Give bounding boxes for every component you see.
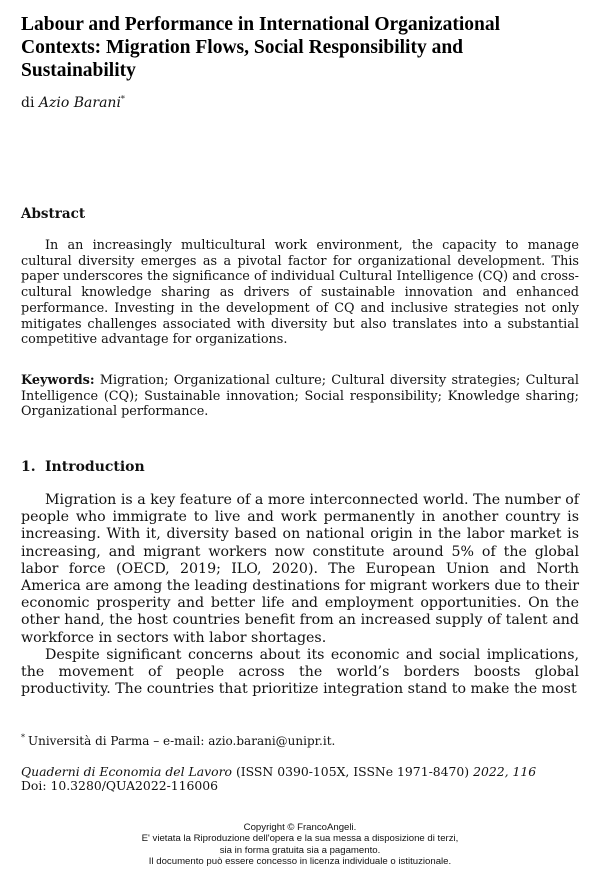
paper-title: Labour and Performance in International Organizational Contexts: Migration Flows, Social Responsibility and Sustainability	[21, 14, 501, 81]
section-title: Introduction	[45, 459, 145, 475]
copyright-line: sia in forma gratuita sia a pagamento.	[219, 844, 381, 856]
author-line	[21, 95, 125, 111]
paragraph: Despite significant concerns about its economic and social implications, the movement of people across the world’s borders boosts global productivity. The countries that prioritize integration stand to make the most	[21, 646, 579, 698]
author-footnote-marker[interactable]: *	[120, 94, 125, 104]
footnote-separator	[21, 727, 171, 728]
introduction-body	[21, 492, 579, 698]
footnote-text: Università di Parma – e-mail: azio.barani@unipr.it.	[28, 734, 336, 748]
author-prefix: di	[21, 95, 35, 111]
journal-year-issue: 2022, 116	[473, 764, 537, 779]
copyright-line: Copyright © FrancoAngeli.	[243, 822, 357, 833]
abstract-heading: Abstract	[21, 206, 86, 222]
journal-name: Quaderni di Economia del Lavoro	[21, 764, 232, 779]
copyright-line: E' vietata la Riproduzione dell'opera e la sua messa a disposizione di terzi,	[141, 833, 459, 845]
footnote-marker: *	[21, 733, 25, 742]
keywords	[21, 373, 579, 420]
journal-doi: Doi: 10.3280/QUA2022-116006	[21, 778, 219, 793]
abstract-body: In an increasingly multicultural work environment, the capacity to manage cultural diversity emerges as a pivotal factor for organizational development. This paper underscores the significance of individual Cultural Intelligence (CQ) and cross-cultural knowledge sharing as drivers of sustainable innovation and enhanced performance. Investing in the development of CQ and inclusive strategies not only mitigates challenges associated with diversity but also translates into a substantial competitive advantage for organizations.	[21, 238, 579, 348]
keywords-label: Keywords:	[21, 373, 95, 388]
journal-info	[21, 765, 536, 793]
copyright-line: Il documento può essere concesso in licenza individuale o istituzionale.	[148, 856, 452, 868]
author-name: Azio Barani	[38, 95, 121, 111]
copyright-notice	[0, 822, 600, 868]
section-number: 1.	[21, 459, 36, 475]
journal-issn: (ISSN 0390-105X, ISSNe 1971-8470)	[235, 764, 470, 779]
section-heading	[21, 459, 145, 475]
footnote	[21, 734, 335, 748]
journal-citation	[21, 765, 536, 779]
keywords-text: Migration; Organizational culture; Cultural diversity strategies; Cultural Intelligence (CQ); Sustainable innovation; Social responsibility; Knowledge sharing; Organizational performance.	[21, 373, 579, 420]
paragraph: Migration is a key feature of a more interconnected world. The number of people who immigrate to live and work permanently in another country is increasing. With it, diversity based on national origin in the labor market is increasing, and migrant workers now constitute around 5% of the global labor force (OECD, 2019; ILO, 2020). The European Union and North America are among the leading destinations for migrant workers due to their economic prosperity and better life and employment opportunities. On the other hand, the host countries benefit from an increased supply of talent and workforce in sectors with labor shortages.	[21, 492, 579, 646]
